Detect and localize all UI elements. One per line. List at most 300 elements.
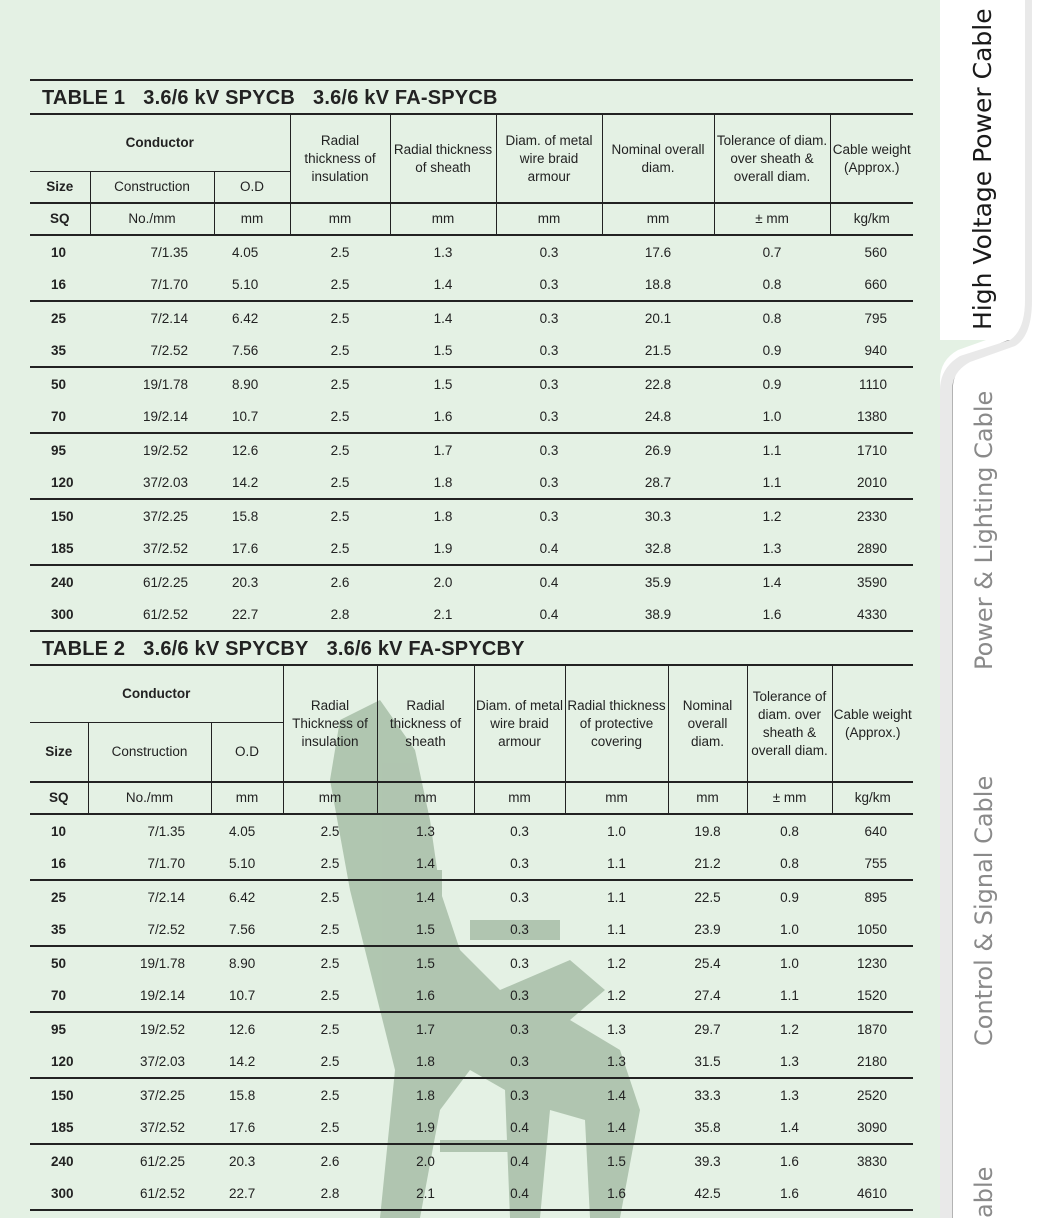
table2-cell: 1.9 <box>377 1111 474 1144</box>
table2-cell: 2180 <box>832 1045 913 1078</box>
table-row <box>30 847 913 880</box>
table2-header-insulation: Radial Thickness of insulation <box>283 665 377 782</box>
table2-unit-cell: No./mm <box>88 782 211 814</box>
table1-cell: 0.4 <box>496 598 602 631</box>
table2-cell: 2.5 <box>283 979 377 1012</box>
table1-cell: 120 <box>30 466 90 499</box>
table1-unit-cell: No./mm <box>90 203 214 235</box>
table1-cell: 0.3 <box>496 334 602 367</box>
table1-header-conductor: Conductor <box>30 114 290 172</box>
table2-header-size: Size <box>30 723 88 783</box>
table2-cell: 27.4 <box>668 979 747 1012</box>
table1-cell: 2.8 <box>290 598 390 631</box>
table1-header-insulation: Radial thickness of insulation <box>290 114 390 203</box>
table2-cell: 0.3 <box>474 847 565 880</box>
table1-cell: 0.3 <box>539 508 559 524</box>
table1-cell: 660 <box>830 268 913 301</box>
table2-units-row <box>30 782 913 814</box>
table2-cell: 10 <box>51 823 67 839</box>
table1-cell: 2.5 <box>290 268 390 301</box>
table2-header-conductor: Conductor <box>30 665 283 723</box>
table1-cell: 0.7 <box>762 244 782 260</box>
table2-cell: 1.6 <box>377 979 474 1012</box>
table1-cell: 17.6 <box>644 244 672 260</box>
table1-cell: 20.1 <box>644 310 672 326</box>
table1-cell: 22.8 <box>644 376 672 392</box>
table2-cell: 22.5 <box>694 889 721 905</box>
table2-cell: 37/2.25 <box>139 1087 185 1103</box>
table2-cell: 4610 <box>832 1177 913 1210</box>
table2-cell: 5.10 <box>211 847 283 880</box>
table1-cell: 2.5 <box>290 400 390 433</box>
table2-header-construction: Construction <box>88 723 211 783</box>
table1-unit-cell: SQ <box>30 203 90 235</box>
table1-cell: 32.8 <box>602 532 714 565</box>
table2-model-a: 3.6/6 kV SPYCBY <box>143 638 309 660</box>
table2-unit-cell: mm <box>377 782 474 814</box>
table1-cell: 19/2.14 <box>90 400 214 433</box>
table2-unit-cell: mm <box>211 782 283 814</box>
table2-cell: 2.5 <box>283 847 377 880</box>
table1-cell: 795 <box>864 310 888 326</box>
table2-cell: 0.3 <box>510 955 529 971</box>
table-row <box>30 1111 913 1144</box>
table-row <box>30 814 913 847</box>
table2-header-weight: Cable weight (Approx.) <box>832 665 913 782</box>
table1-number: TABLE 1 <box>42 87 126 109</box>
table2-cell: 2.5 <box>320 1021 340 1037</box>
table2-cell: 1.4 <box>565 1111 668 1144</box>
table2-unit-cell: mm <box>668 782 747 814</box>
table2-unit-cell: mm <box>565 782 668 814</box>
table2-cell: 1.3 <box>607 1021 626 1037</box>
table2-cell: 42.5 <box>668 1177 747 1210</box>
table2-cell: 3830 <box>856 1153 888 1169</box>
table1-header-size: Size <box>30 172 90 204</box>
table1-cell: 0.8 <box>762 310 782 326</box>
table1-cell: 1.6 <box>714 598 830 631</box>
table2-cell: 21.2 <box>668 847 747 880</box>
table1-cell: 2890 <box>830 532 913 565</box>
table1-cell: 1.5 <box>433 376 453 392</box>
table1-cell: 0.3 <box>496 400 602 433</box>
table1-cell: 1110 <box>858 376 888 392</box>
table2-header-protective: Radial thickness of protective covering <box>565 665 668 782</box>
table1-cell: 1.8 <box>433 508 453 524</box>
table1-unit-cell: mm <box>214 203 290 235</box>
table1-cell: 7/2.52 <box>90 334 214 367</box>
table1-cell: 7/1.35 <box>150 244 188 260</box>
table2-cell: 2.8 <box>283 1177 377 1210</box>
table2-cell: 895 <box>864 889 888 905</box>
table2-cell: 1.3 <box>565 1045 668 1078</box>
table1-cell: 38.9 <box>602 598 714 631</box>
table2-cell: 640 <box>864 823 888 839</box>
table-row <box>30 268 913 301</box>
table2-cell: 0.4 <box>510 1153 529 1169</box>
table2-cell: 0.3 <box>510 1021 529 1037</box>
table1-cell: 18.8 <box>602 268 714 301</box>
table2-cell: 2.0 <box>416 1153 435 1169</box>
table1-model-b: 3.6/6 kV FA-SPYCB <box>313 87 498 109</box>
table-row <box>30 367 913 400</box>
table2 <box>30 664 913 1211</box>
table2-body <box>30 814 913 1210</box>
table-row <box>30 1045 913 1078</box>
table1-header-construction: Construction <box>90 172 214 204</box>
table1-cell: 19/2.52 <box>142 442 188 458</box>
table1-cell: 0.8 <box>714 268 830 301</box>
table2-cell: 0.3 <box>474 979 565 1012</box>
table2-cell: 1.1 <box>565 913 668 946</box>
table2-cell: 1.6 <box>565 1177 668 1210</box>
table2-cell: 2.5 <box>283 1045 377 1078</box>
tab-high-voltage-power-cable[interactable]: High Voltage Power Cable <box>968 8 997 330</box>
table2-cell: 16 <box>30 847 88 880</box>
table1-cell: 61/2.52 <box>90 598 214 631</box>
table1-cell: 10 <box>51 244 67 260</box>
table1-cell: 2.1 <box>390 598 496 631</box>
table-row <box>30 532 913 565</box>
table1-cell: 30.3 <box>644 508 672 524</box>
table2-cell: 1.4 <box>377 847 474 880</box>
tab-partial-cable[interactable]: able <box>970 1166 998 1218</box>
table-row <box>30 913 913 946</box>
table2-unit-cell: kg/km <box>832 782 913 814</box>
table-row <box>30 565 913 598</box>
table1-cell: 1710 <box>856 442 888 458</box>
table2-cell: 3090 <box>832 1111 913 1144</box>
table1-cell: 2.5 <box>290 334 390 367</box>
tab-control-signal-cable[interactable]: Control & Signal Cable <box>970 775 998 1046</box>
table1-unit-cell: mm <box>390 203 496 235</box>
table2-cell: 7/2.14 <box>147 889 185 905</box>
table2-cell: 70 <box>30 979 88 1012</box>
table1-cell: 0.3 <box>539 310 559 326</box>
table2-cell: 2.5 <box>320 955 340 971</box>
table1-cell: 1.7 <box>433 442 453 458</box>
table1-cell: 17.6 <box>214 532 290 565</box>
table2-cell: 61/2.25 <box>139 1153 185 1169</box>
table1-cell: 35 <box>30 334 90 367</box>
table1-cell: 37/2.25 <box>142 508 188 524</box>
table2-number: TABLE 2 <box>42 638 126 660</box>
table1-cell: 14.2 <box>214 466 290 499</box>
table2-cell: 1.4 <box>747 1111 832 1144</box>
table2-header-tolerance: Tolerance of diam. over sheath & overall diam. <box>747 665 832 782</box>
table1-cell: 240 <box>51 574 74 590</box>
table1-cell: 1.4 <box>390 268 496 301</box>
table2-cell: 1.4 <box>607 1087 626 1103</box>
table1-cell: 2.5 <box>290 466 390 499</box>
table1-body <box>30 235 913 631</box>
table1-cell: 26.9 <box>644 442 672 458</box>
table2-cell: 1.2 <box>565 979 668 1012</box>
table2-cell: 1.1 <box>607 889 626 905</box>
table1-cell: 0.3 <box>539 442 559 458</box>
table1-cell: 1.1 <box>762 442 782 458</box>
table2-cell: 1.0 <box>780 955 799 971</box>
table2-cell: 1.8 <box>377 1045 474 1078</box>
table1-cell: 2.5 <box>290 532 390 565</box>
table1-cell: 7.56 <box>214 334 290 367</box>
table2-cell: 25.4 <box>694 955 721 971</box>
table2-cell: 0.3 <box>510 1087 529 1103</box>
table1-cell: 7/2.14 <box>150 310 188 326</box>
table2-cell: 1.6 <box>780 1153 799 1169</box>
table1-cell: 0.9 <box>762 376 782 392</box>
table1-cell: 1.3 <box>433 244 453 260</box>
table1-cell: 0.9 <box>714 334 830 367</box>
table2-cell: 19.8 <box>694 823 721 839</box>
table1-unit-cell: kg/km <box>830 203 913 235</box>
table1-unit-cell: mm <box>290 203 390 235</box>
table2-header-sheath: Radial thickness of sheath <box>377 665 474 782</box>
table-row <box>30 880 913 913</box>
table2-cell: 1.5 <box>377 913 474 946</box>
table2-title <box>30 630 913 664</box>
table1-cell: 5.10 <box>214 268 290 301</box>
table-row <box>30 1177 913 1210</box>
table2-cell: 0.8 <box>780 823 799 839</box>
table2-cell: 14.2 <box>211 1045 283 1078</box>
table2-cell: 20.3 <box>229 1153 256 1169</box>
table2-header-od: O.D <box>211 723 283 783</box>
table-row <box>30 1012 913 1045</box>
table1-header-weight: Cable weight (Approx.) <box>830 114 913 203</box>
table1-cell: 2330 <box>856 508 888 524</box>
table2-cell: 25 <box>51 889 67 905</box>
table2-cell: 1050 <box>832 913 913 946</box>
table2-cell: 7/1.35 <box>147 823 185 839</box>
table1-cell: 2.5 <box>330 310 350 326</box>
table2-model-b: 3.6/6 kV FA-SPYCBY <box>326 638 525 660</box>
table1-unit-cell: mm <box>602 203 714 235</box>
table2-cell: 1.2 <box>780 1021 799 1037</box>
table1-cell: 150 <box>51 508 74 524</box>
table2-cell: 1520 <box>832 979 913 1012</box>
table1-cell: 2.0 <box>433 574 453 590</box>
table-row <box>30 1078 913 1111</box>
table1-cell: 37/2.03 <box>90 466 214 499</box>
table2-cell: 1.5 <box>607 1153 626 1169</box>
table1-header-od: O.D <box>214 172 290 204</box>
table2-cell: 1.3 <box>747 1045 832 1078</box>
table1-header-nominal: Nominal overall diam. <box>602 114 714 203</box>
table-row <box>30 466 913 499</box>
table2-cell: 7/1.70 <box>88 847 211 880</box>
table1-cell: 24.8 <box>602 400 714 433</box>
table1-header-tolerance: Tolerance of diam. over sheath & overall diam. <box>714 114 830 203</box>
table2-cell: 33.3 <box>694 1087 721 1103</box>
table2-cell: 1.0 <box>607 823 626 839</box>
table1-cell: 20.3 <box>232 574 259 590</box>
table2-cell: 8.90 <box>229 955 256 971</box>
table1-block <box>30 79 913 632</box>
table2-cell: 6.42 <box>229 889 256 905</box>
table2-cell: 120 <box>30 1045 88 1078</box>
table1-cell: 2.5 <box>330 376 350 392</box>
table2-cell: 150 <box>51 1087 74 1103</box>
table-row <box>30 499 913 532</box>
table2-cell: 22.7 <box>211 1177 283 1210</box>
table2-cell: 0.3 <box>510 823 529 839</box>
table1-cell: 95 <box>51 442 67 458</box>
table1-cell: 22.7 <box>214 598 290 631</box>
table2-cell: 2.5 <box>320 889 340 905</box>
table2-cell: 1.8 <box>416 1087 435 1103</box>
table1-cell: 6.42 <box>232 310 259 326</box>
table2-cell: 0.3 <box>474 913 565 946</box>
table2-block <box>30 630 913 1211</box>
table2-cell: 0.4 <box>474 1177 565 1210</box>
table1-cell: 1.1 <box>714 466 830 499</box>
table2-unit-cell: ± mm <box>747 782 832 814</box>
table1-cell: 37/2.52 <box>90 532 214 565</box>
table-row <box>30 979 913 1012</box>
table2-cell: 2.5 <box>320 1087 340 1103</box>
table1-title <box>30 79 913 113</box>
table2-cell: 15.8 <box>229 1087 256 1103</box>
table2-cell: 19/2.52 <box>139 1021 185 1037</box>
table2-cell: 0.3 <box>474 1045 565 1078</box>
table2-cell: 0.9 <box>780 889 799 905</box>
table1-cell: 560 <box>864 244 888 260</box>
table2-cell: 2.5 <box>283 1111 377 1144</box>
table2-cell: 37/2.52 <box>88 1111 211 1144</box>
table2-cell: 4.05 <box>229 823 256 839</box>
table1-cell: 1.6 <box>390 400 496 433</box>
table2-cell: 755 <box>832 847 913 880</box>
table2-cell: 0.4 <box>474 1111 565 1144</box>
table-row <box>30 301 913 334</box>
table2-cell: 2.1 <box>377 1177 474 1210</box>
table2-cell: 1.2 <box>607 955 626 971</box>
table1-cell: 1.8 <box>390 466 496 499</box>
table1-cell: 0.3 <box>539 244 559 260</box>
table1-unit-cell: mm <box>496 203 602 235</box>
table2-cell: 0.8 <box>747 847 832 880</box>
table-row <box>30 400 913 433</box>
table1-cell: 1.5 <box>390 334 496 367</box>
table-row <box>30 598 913 631</box>
table1-cell: 0.3 <box>539 376 559 392</box>
table1-header-braid: Diam. of metal wire braid armour <box>496 114 602 203</box>
table2-cell: 2.5 <box>320 823 340 839</box>
table1-unit-cell: ± mm <box>714 203 830 235</box>
table1-model-a: 3.6/6 kV SPYCB <box>143 87 296 109</box>
table1-cell: 1380 <box>830 400 913 433</box>
table1-cell: 940 <box>830 334 913 367</box>
table1-cell: 61/2.25 <box>142 574 188 590</box>
table1-cell: 2.5 <box>330 442 350 458</box>
table-row <box>30 334 913 367</box>
table2-cell: 17.6 <box>211 1111 283 1144</box>
table1-cell: 2.5 <box>330 508 350 524</box>
table2-cell: 1870 <box>856 1021 888 1037</box>
table2-cell: 2520 <box>856 1087 888 1103</box>
table1-cell: 35.9 <box>644 574 672 590</box>
table2-cell: 1.1 <box>747 979 832 1012</box>
table1-cell: 0.4 <box>496 532 602 565</box>
table1-cell: 0.3 <box>496 466 602 499</box>
table2-cell: 2.5 <box>283 913 377 946</box>
tab-power-lighting-cable[interactable]: Power & Lighting Cable <box>970 390 998 670</box>
table2-cell: 1.3 <box>780 1087 799 1103</box>
table2-cell: 7.56 <box>211 913 283 946</box>
table1-cell: 2.5 <box>330 244 350 260</box>
table-row <box>30 235 913 268</box>
table2-cell: 12.6 <box>229 1021 256 1037</box>
table1-cell: 1.9 <box>390 532 496 565</box>
table1-cell: 21.5 <box>602 334 714 367</box>
table2-unit-cell: SQ <box>30 782 88 814</box>
table1-cell: 185 <box>30 532 90 565</box>
table1-cell: 0.3 <box>496 268 602 301</box>
table-row <box>30 946 913 979</box>
table1-cell: 16 <box>30 268 90 301</box>
table2-cell: 95 <box>51 1021 67 1037</box>
table1-cell: 1.3 <box>714 532 830 565</box>
table2-unit-cell: mm <box>283 782 377 814</box>
table1-cell: 1.2 <box>762 508 782 524</box>
table1-cell: 12.6 <box>232 442 259 458</box>
table-row <box>30 1144 913 1177</box>
table-row <box>30 433 913 466</box>
table1-cell: 50 <box>51 376 67 392</box>
table2-cell: 50 <box>51 955 67 971</box>
table2-cell: 1.3 <box>416 823 435 839</box>
table1-cell: 1.4 <box>762 574 782 590</box>
table1-header-sheath: Radial thickness of sheath <box>390 114 496 203</box>
table1-cell: 1.0 <box>714 400 830 433</box>
table2-cell: 1.7 <box>416 1021 435 1037</box>
table2-header-braid: Diam. of metal wire braid armour <box>474 665 565 782</box>
table2-cell: 2.6 <box>320 1153 340 1169</box>
table1-cell: 0.4 <box>539 574 559 590</box>
table2-cell: 61/2.52 <box>88 1177 211 1210</box>
table2-cell: 1.6 <box>747 1177 832 1210</box>
table1-cell: 70 <box>30 400 90 433</box>
table1-cell: 300 <box>30 598 90 631</box>
table1-cell: 8.90 <box>232 376 259 392</box>
table1 <box>30 113 913 632</box>
table1-cell: 4330 <box>830 598 913 631</box>
table2-cell: 300 <box>30 1177 88 1210</box>
table2-cell: 0.3 <box>510 889 529 905</box>
table1-cell: 19/1.78 <box>142 376 188 392</box>
table1-cell: 25 <box>51 310 67 326</box>
table2-cell: 1.4 <box>416 889 435 905</box>
table1-cell: 28.7 <box>602 466 714 499</box>
table2-cell: 240 <box>51 1153 74 1169</box>
table1-cell: 1.4 <box>433 310 453 326</box>
table2-cell: 185 <box>30 1111 88 1144</box>
table1-cell: 3590 <box>856 574 888 590</box>
table2-cell: 35.8 <box>668 1111 747 1144</box>
table2-cell: 37/2.03 <box>88 1045 211 1078</box>
table1-cell: 10.7 <box>214 400 290 433</box>
table2-cell: 35 <box>30 913 88 946</box>
table1-units-row <box>30 203 913 235</box>
table2-cell: 23.9 <box>668 913 747 946</box>
table1-cell: 15.8 <box>232 508 259 524</box>
table2-cell: 29.7 <box>694 1021 721 1037</box>
table2-cell: 10.7 <box>211 979 283 1012</box>
table1-cell: 2.6 <box>330 574 350 590</box>
table2-cell: 1.5 <box>416 955 435 971</box>
table2-cell: 7/2.52 <box>88 913 211 946</box>
